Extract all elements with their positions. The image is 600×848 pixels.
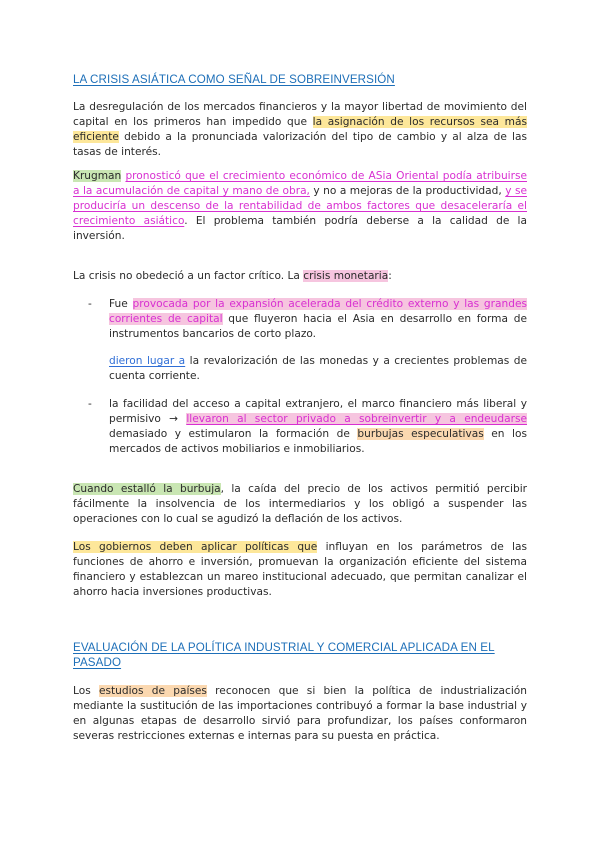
paragraph-country-studies: Los estudios de países reconocen que si bien la política de industrialización mediante la sustitución de las importaciones contribuyó a formar la base industrial y en algunas etapas de desarrollo sirvió para profundizar, los países conformaron severas restricciones externas e internas para su puesta en práctica.	[73, 685, 527, 742]
paragraph-bubble-burst: Cuando estalló la burbuja, la caída del precio de los activos permitió percibir fácilmente la insolvencia de los intermediarios y los obligó a suspender las operaciones con lo cual se agudizó la deflación de los activos.	[73, 483, 527, 525]
magenta-underlined-text: y se produciría un descenso de la rentabilidad de ambos factores que desaceleraría el crecimiento asiático	[73, 185, 527, 227]
sub-paragraph-revaluation: dieron lugar a la revalorización de las monedas y a crecientes problemas de cuenta corriente.	[109, 355, 527, 382]
paragraph-deregulation: La desregulación de los mercados financieros y la mayor libertad de movimiento del capital en los primeros han impedido que la asignación de los recursos sea más eficiente debido a la pronunciada valorización del tipo de cambio y al alza de las tasas de interés.	[73, 101, 528, 158]
section-heading-industrial-policy: EVALUACIÓN DE LA POLÍTICA INDUSTRIAL Y COMERCIAL APLICADA EN EL PASADO	[73, 641, 495, 669]
highlight-orange: estudios de países	[98, 685, 207, 697]
magenta-highlighted-text: provocada por la expansión acelerada del crédito externo y las grandes corrientes de capital	[109, 298, 527, 325]
bullet-dash: -	[88, 398, 92, 410]
highlight-orange: burbujas especulativas	[357, 428, 484, 440]
paragraph-government-policies: Los gobiernos deben aplicar políticas que influyan en los parámetros de las funciones de ahorro e inversión, promuevan la organización eficiente del sistema financiero y establezcan un mareo institucional adecuado, que permitan canalizar el ahorro hacia inversiones productivas.	[73, 541, 527, 598]
magenta-highlighted-text: llevaron al sector privado a sobreinvertir y a endeudarse	[186, 413, 527, 425]
paragraph-krugman: Krugman pronosticó que el crecimiento económico de ASia Oriental podía atribuirse a la acumulación de capital y mano de obra, y no a mejoras de la productividad, y se produciría un descenso de la rentabilidad de ambos factores que desaceleraría el crecimiento asiático. El problema también podría deberse a la calidad de la inversión.	[73, 170, 527, 242]
highlight-yellow: la asignación de los recursos sea más eficiente	[73, 116, 528, 143]
magenta-underlined-text: pronosticó que el crecimiento económico de ASia Oriental podía atribuirse a la acumulación de capital y mano de obra,	[73, 170, 527, 197]
bullet-item-credit-expansion: - Fue provocada por la expansión acelerada del crédito externo y las grandes corrientes de capital que fluyeron hacia el Asia en desarrollo en forma de instrumentos bancarios de corto plazo.	[88, 298, 527, 340]
highlight-green: Krugman	[73, 170, 122, 182]
paragraph-crisis-factor: La crisis no obedeció a un factor crítico. La crisis monetaria:	[73, 270, 392, 282]
highlight-yellow: Los gobiernos deben aplicar políticas que	[73, 541, 318, 553]
bullet-item-capital-access: - la facilidad del acceso a capital extranjero, el marco financiero más liberal y permisivo → llevaron al sector privado a sobreinvertir y a endeudarse demasiado y estimularon la formación de burbujas especulativas en los mercados de activos mobiliarios e inmobiliarios.	[88, 398, 527, 455]
blue-underlined-text: dieron lugar a	[109, 355, 186, 367]
section-heading-asian-crisis: LA CRISIS ASIÁTICA COMO SEÑAL DE SOBREINVERSIÓN	[73, 73, 395, 86]
highlight-pink: crisis monetaria	[303, 270, 389, 282]
highlight-green: Cuando estalló la burbuja	[73, 483, 221, 495]
bullet-dash: -	[88, 298, 92, 310]
